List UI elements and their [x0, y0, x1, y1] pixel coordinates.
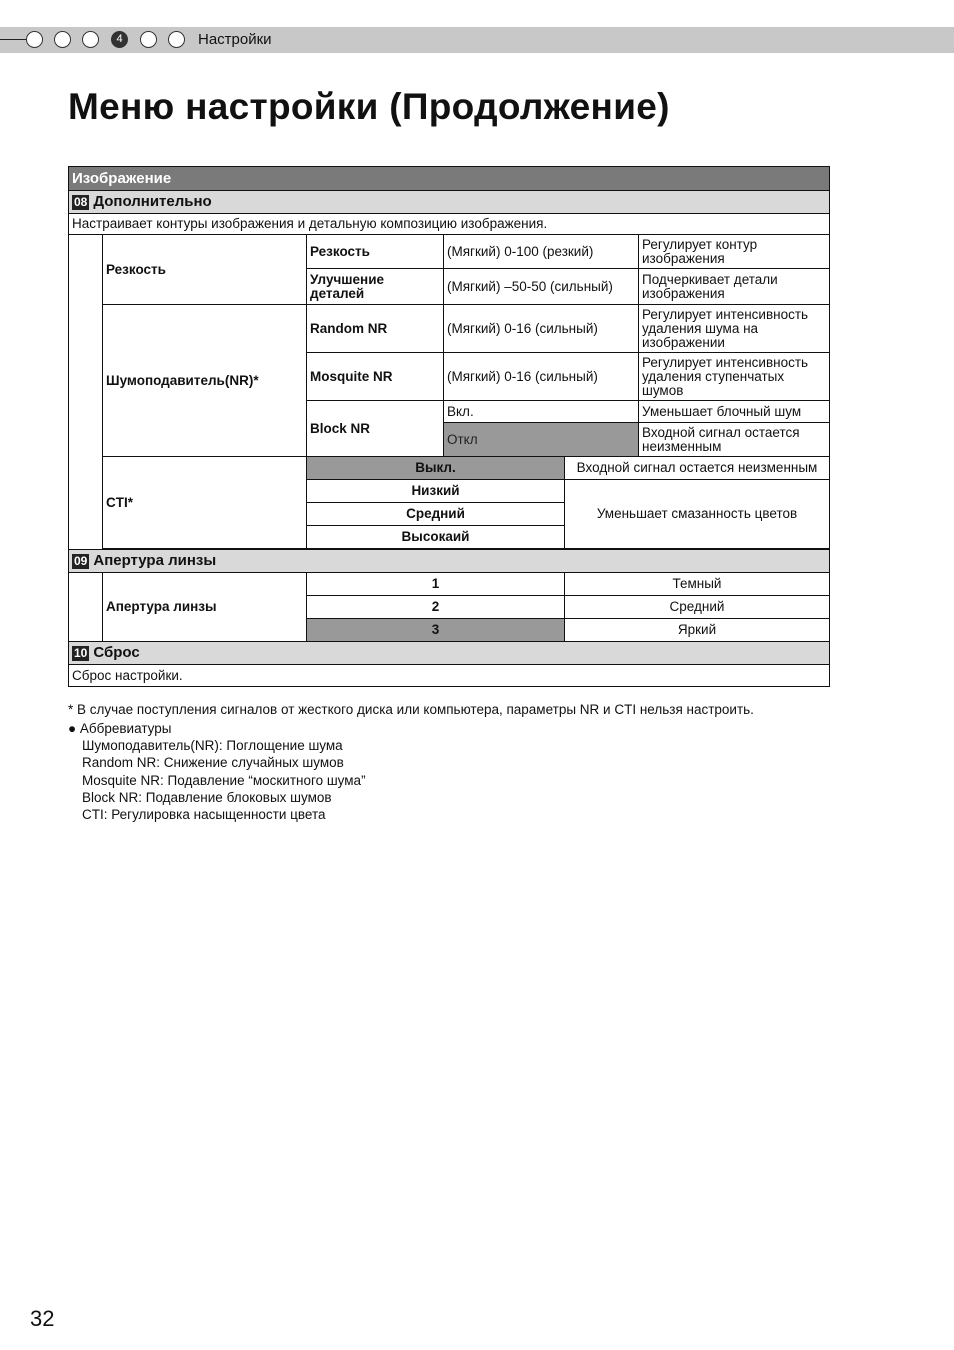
- aperture-group-label: Апертура линзы: [103, 573, 307, 642]
- mosquito-nr-label: Mosquite NR: [307, 353, 444, 401]
- step-5-circle: [140, 31, 157, 48]
- subsection-08-row: [69, 191, 830, 214]
- abbreviation-item: Mosquite NR: Подавление “москитного шума”: [82, 773, 366, 788]
- sharpness-label: Резкость: [307, 235, 444, 269]
- sharpness-description: Регулирует контур изображения: [639, 235, 830, 269]
- aperture-1-description: Темный: [565, 573, 830, 596]
- block-nr-off-description: Входной сигнал остается неизменным: [639, 423, 830, 457]
- page-number: 32: [30, 1306, 55, 1331]
- item-number-badge: 09: [74, 553, 88, 568]
- table-row: [69, 457, 830, 480]
- table-row: [69, 214, 830, 235]
- step-4-circle-active: 4: [111, 31, 128, 48]
- block-nr-on-value: Вкл.: [444, 401, 639, 423]
- aperture-3-description: Яркий: [565, 619, 830, 642]
- block-nr-off-value-default: Откл: [444, 423, 639, 457]
- aperture-1-value: 1: [307, 573, 565, 596]
- item-number-badge: 08: [74, 194, 88, 209]
- cti-group-label: CTI*: [103, 457, 307, 549]
- block-nr-label: Block NR: [307, 401, 444, 457]
- abbreviations-title: ● Аббревиатуры: [68, 721, 172, 736]
- subsection-10-label: Сброс: [93, 643, 140, 661]
- cti-mid-value: Средний: [307, 503, 565, 526]
- abbreviation-item: Block NR: Подавление блоковых шумов: [82, 790, 332, 805]
- random-nr-range: (Мягкий) 0-16 (сильный): [444, 305, 639, 353]
- indent-cell: [69, 235, 103, 550]
- page-title: Меню настройки (Продолжение): [68, 86, 670, 127]
- random-nr-description: Регулирует интенсивность удаления шума на изображении: [639, 305, 830, 353]
- section-header-row: [69, 167, 830, 191]
- table-row: [69, 235, 830, 269]
- table-row: [69, 573, 830, 596]
- nr-group-label: Шумоподавитель(NR)*: [103, 305, 307, 457]
- sharpness-range: (Мягкий) 0-100 (резкий): [444, 235, 639, 269]
- aperture-2-description: Средний: [565, 596, 830, 619]
- settings-menu-table: [68, 166, 830, 687]
- abbreviation-item: Random NR: Снижение случайных шумов: [82, 755, 344, 770]
- detail-enhance-range: (Мягкий) –50-50 (сильный): [444, 269, 639, 305]
- table-row: [69, 305, 830, 353]
- step-2-circle: [54, 31, 71, 48]
- subsection-09-title: [69, 550, 830, 573]
- table-row: [69, 665, 830, 687]
- item-number-badge: 10: [74, 645, 88, 660]
- subsection-08-title: [69, 191, 830, 214]
- cti-off-description: Входной сигнал остается неизменным: [565, 457, 830, 480]
- section-title-image: Изображение: [69, 167, 830, 191]
- indent-cell: [69, 573, 103, 642]
- detail-enhance-description: Подчеркивает детали изображения: [639, 269, 830, 305]
- mosquito-nr-range: (Мягкий) 0-16 (сильный): [444, 353, 639, 401]
- subsection-10-title: [69, 642, 830, 665]
- step-1-circle: [26, 31, 43, 48]
- subsection-08-description: Настраивает контуры изображения и детальную композицию изображения.: [69, 214, 830, 235]
- subsection-10-row: [69, 642, 830, 665]
- cti-low-value: Низкий: [307, 480, 565, 503]
- detail-enhance-label: Улучшение деталей: [307, 269, 444, 305]
- sharpness-group-label: Резкость: [103, 235, 307, 305]
- mosquito-nr-description: Регулирует интенсивность удаления ступенчатых шумов: [639, 353, 830, 401]
- footnote: * В случае поступления сигналов от жесткого диска или компьютера, параметры NR и CTI нельзя настроить.: [68, 702, 754, 717]
- chapter-title: Настройки: [198, 31, 272, 48]
- step-6-circle: [168, 31, 185, 48]
- block-nr-on-description: Уменьшает блочный шум: [639, 401, 830, 423]
- aperture-2-value: 2: [307, 596, 565, 619]
- abbreviation-item: Шумоподавитель(NR): Поглощение шума: [82, 738, 343, 753]
- subsection-09-row: [69, 550, 830, 573]
- subsection-08-label: Дополнительно: [93, 192, 212, 210]
- step-3-circle: [82, 31, 99, 48]
- abbreviation-item: CTI: Регулировка насыщенности цвета: [82, 807, 326, 822]
- cti-description: Уменьшает смазанность цветов: [565, 480, 830, 549]
- random-nr-label: Random NR: [307, 305, 444, 353]
- subsection-09-label: Апертура линзы: [93, 551, 217, 569]
- cti-off-value-default: Выкл.: [307, 457, 565, 480]
- subsection-10-description: Сброс настройки.: [69, 665, 830, 687]
- aperture-3-value-default: 3: [307, 619, 565, 642]
- cti-high-value: Высокаий: [307, 526, 565, 549]
